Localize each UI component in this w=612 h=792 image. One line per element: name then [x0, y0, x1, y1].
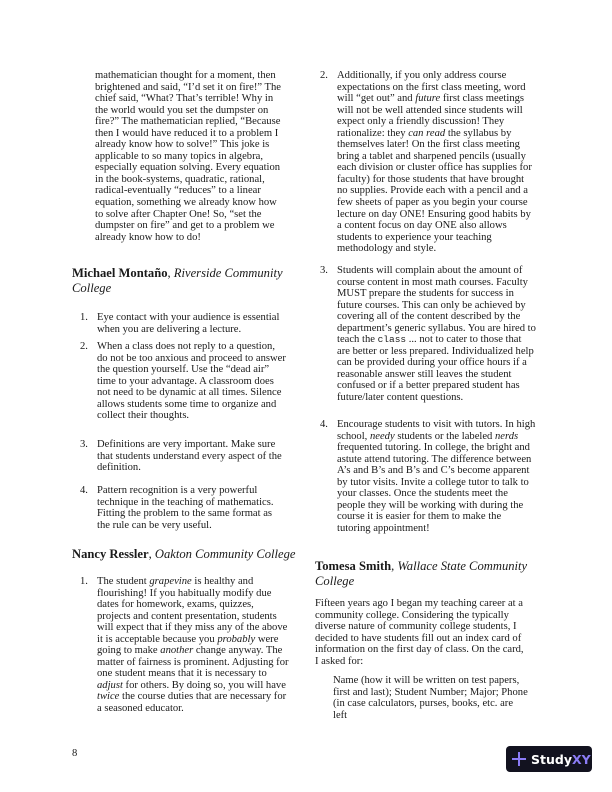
- author-college: Riverside Community College: [72, 266, 283, 295]
- list-number: 4.: [320, 419, 328, 430]
- text-segment: were going to make: [97, 633, 279, 657]
- list-item: [80, 341, 287, 422]
- list-number: 4.: [80, 485, 88, 496]
- separator: ,: [167, 266, 174, 280]
- list-number: 2.: [80, 341, 88, 352]
- emphasis-text: can read: [408, 127, 446, 139]
- list-item: [320, 70, 537, 255]
- intro-paragraph: [95, 70, 287, 243]
- plus-icon: [512, 752, 526, 766]
- text-segment: is healthy and flourishing! If you habitually modify due dates for homework, exams, quizzes, projects and content presentation, students will expect that if they miss any of the above it is acceptable because you: [97, 576, 288, 645]
- list-number: 1.: [80, 576, 88, 587]
- author-heading-ressler: [72, 547, 297, 562]
- text-segment: mathematician thought for a moment, then brightened and said, “I’d set it on fire!” The chief said, “What? That’s terrible! Why in the world would you set the dumpster on fire?” The mathematician replied, “Because then I would have reduced it to a problem I already know how to solve!” This joke is applicable to so many topics in algebra, especially equation solving. Every equation in the book-systems, quadratic, rational, radical-eventually “reduces” to a linear equation, something we already know how to solve after Chapter One! So, “set the dumpster on fire” and get to a problem we already know how to do!: [95, 70, 282, 243]
- smith-paragraph: [315, 598, 525, 667]
- author-name: Tomesa Smith: [315, 559, 392, 573]
- list-number: 3.: [320, 265, 328, 276]
- smith-indented-paragraph: [333, 675, 529, 721]
- emphasis-text: nerds: [495, 430, 519, 442]
- emphasis-text: adjust: [97, 679, 123, 691]
- text-segment: the syllabus by themselves later! On the first class meeting bring a tablet and sharpened pencils (usually each division or cluster office has supplies for faculty) for those students that have brought no supplies. Provide each with a pencil and a few sheets of paper as you begin your course lecture on day ONE! Ensuring good habits by a content focus on day ONE also allows students to experience your teaching methodology and style.: [337, 127, 532, 255]
- text-segment: The student: [97, 576, 150, 587]
- emphasis-text: probably: [217, 633, 256, 645]
- author-heading-montano: [72, 266, 287, 296]
- text-segment: class: [377, 334, 407, 346]
- list-text: [97, 439, 282, 473]
- list-text: [97, 576, 289, 714]
- list-item: [80, 485, 287, 531]
- brand-text: Study: [531, 751, 572, 767]
- emphasis-text: grapevine: [149, 576, 192, 587]
- author-college: Oakton Community College: [154, 547, 296, 561]
- studyxy-watermark: [506, 746, 592, 772]
- text-segment: for others. By doing so, you will have: [122, 679, 286, 691]
- emphasis-text: twice: [97, 691, 120, 703]
- text-segment: Pattern recognition is a very powerful technique in the teaching of mathematics. Fitting the problem to the same format as the rule can be very useful.: [97, 485, 274, 531]
- list-item: [80, 576, 289, 715]
- list-text: [97, 341, 286, 421]
- list-number: 1.: [80, 312, 88, 323]
- list-item: [320, 265, 537, 404]
- separator: ,: [148, 547, 155, 561]
- text-segment: students or the labeled: [394, 430, 495, 442]
- author-name: Michael Montaño: [72, 266, 168, 280]
- text-segment: ... not to cater to those that are better or less prepared. Individualized help can be provided during your office hours if a reasonable answer still leaves the student confused or if a better prepared student has future/later content questions.: [337, 334, 534, 404]
- author-name: Nancy Ressler: [72, 547, 149, 561]
- list-text: [97, 312, 279, 335]
- emphasis-text: future: [415, 93, 441, 105]
- text-segment: When a class does not reply to a question, do not be too anxious and proceed to answer the question yourself. Use the “dead air” time to your advantage. A classroom does not need to be dynamic at all times. Silence allows students some time to organize and collect their thoughts.: [97, 341, 286, 422]
- author-college: Wallace State Community College: [315, 559, 528, 588]
- list-item: [80, 312, 287, 335]
- list-text: [97, 485, 274, 531]
- text-segment: Students will complain about the amount of course content in most math courses. Faculty MUST prepare the students for success in future courses. This can only be achieved by covering all of the content described by the department’s generic syllabus. You are hired to teach the: [337, 265, 536, 346]
- text-segment: frequented tutoring. In college, the bright and astute attend tutoring. The difference between A’s and B’s and B’s and C’s become apparent by tutor visits. Invite a college tutor to talk to your classes. Once the students meet the people they will be working with during the course it is easier for them to make the tutoring appointment!: [337, 442, 532, 534]
- list-number: 3.: [80, 439, 88, 450]
- text-segment: Additionally, if you only address course expectations on the first class meeting, word will “get out” and: [337, 70, 526, 105]
- text-segment: the course duties that are necessary for a seasoned educator.: [97, 691, 287, 715]
- list-text: [337, 419, 535, 534]
- text-segment: first class meetings will not be well attended since students will expect only a friendly discussion! They rationalize: they: [337, 93, 525, 139]
- text-segment: Encourage students to visit with tutors. In high school,: [337, 419, 536, 442]
- emphasis-text: another: [160, 645, 194, 657]
- list-text: [337, 265, 536, 403]
- text-segment: Definitions are very important. Make sure that students understand every aspect of the definition.: [97, 439, 282, 474]
- separator: ,: [391, 559, 398, 573]
- list-number: 2.: [320, 70, 328, 81]
- text-segment: Name (how it will be written on test papers, first and last); Student Number; Major; Phone (in case calculators, purses, books, etc. are left: [333, 675, 528, 721]
- page-number: 8: [72, 748, 78, 759]
- author-heading-smith: [315, 559, 535, 589]
- brand-accent-text: XY: [571, 751, 591, 767]
- emphasis-text: needy: [369, 430, 395, 442]
- list-item: [320, 419, 537, 534]
- text-segment: change anyway. The matter of fairness is prominent. Adjusting for one student means that it is necessary to: [97, 645, 289, 680]
- list-item: [80, 439, 287, 474]
- text-segment: Eye contact with your audience is essential when you are delivering a lecture.: [97, 312, 280, 335]
- list-text: [337, 70, 532, 254]
- text-segment: Fifteen years ago I began my teaching career at a community college. Considering the typically diverse nature of community college students, I decided to have students fill out an index card of information on the first day of class. On the card, I asked for:: [315, 598, 524, 667]
